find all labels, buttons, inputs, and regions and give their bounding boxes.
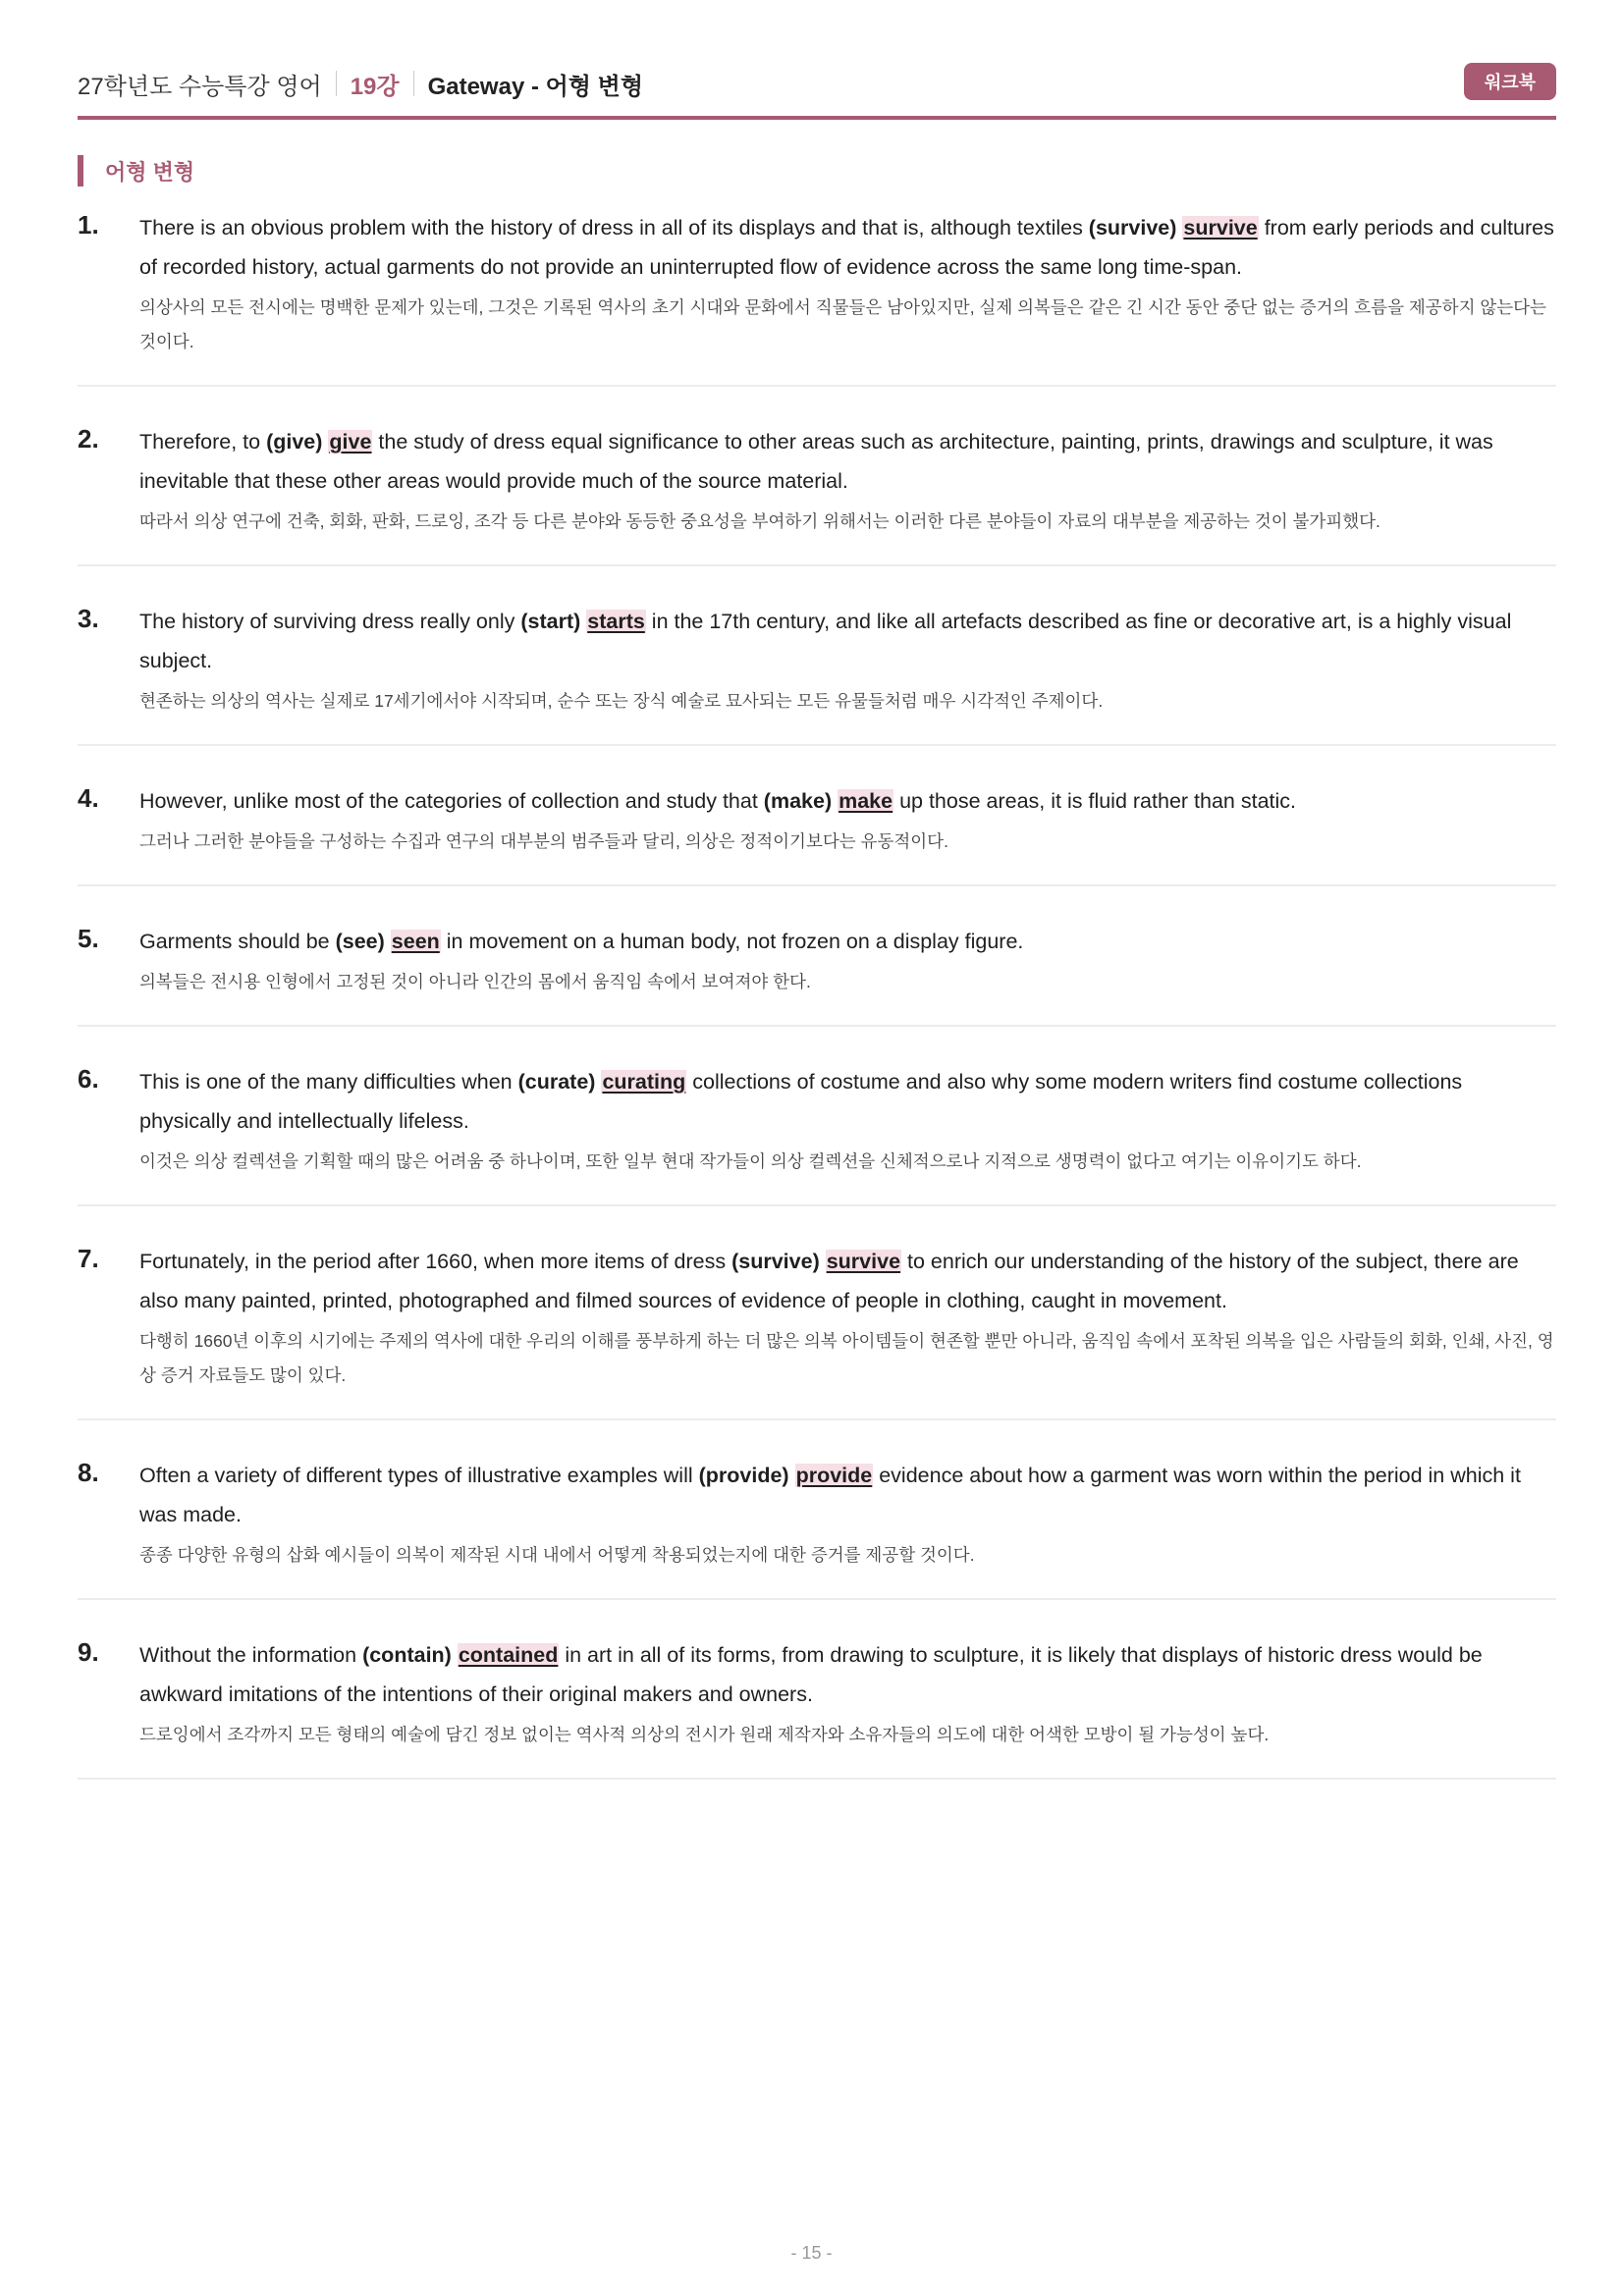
answer-word: give [329,430,372,454]
item-number: 4. [78,783,99,813]
korean-translation: 그러나 그러한 분야들을 구성하는 수집과 연구의 대부분의 범주들과 달리, 의상은 정적이기보다는 유동적이다. [139,831,948,851]
korean-translation: 현존하는 의상의 역사는 실제로 17세기에서야 시작되며, 순수 또는 장식 예술로 묘사되는 모든 유물들처럼 매우 시각적인 주제이다. [139,691,1104,711]
sentence-text-before: However, unlike most of the categories of collection and study that [139,789,764,813]
sentence-text-before: Fortunately, in the period after 1660, when more items of dress [139,1250,732,1273]
korean-translation: 의상사의 모든 전시에는 명백한 문제가 있는데, 그것은 기록된 역사의 초기 시대와 문화에서 직물들은 남아있지만, 실제 의복들은 같은 긴 시간 동안 중단 없는 증거의 흐름을 제공하지 않는다는 것이다. [139,297,1546,351]
exercise-item [78,1056,1556,1206]
korean-translation: 이것은 의상 컬렉션을 기획할 때의 많은 어려움 중 하나이며, 또한 일부 현대 작가들이 의상 컬렉션을 신체적으로나 지적으로 생명력이 없다고 여기는 이유이기도 하다. [139,1151,1362,1171]
item-number: 1. [78,210,99,240]
lesson-number: 19강 [350,73,400,100]
sentence-text-after: evidence about how a garment was worn within the period in which it was made. [139,1464,1521,1526]
sentence-text-before: This is one of the many difficulties when [139,1070,518,1094]
answer-word: curating [602,1070,686,1094]
base-word-hint: (provide) [698,1464,789,1487]
sentence-text-after: in art in all of its forms, from drawing to sculpture, it is likely that displays of historic dress would be awkward imitations of the intentions of their original makers and owners. [139,1643,1483,1706]
base-word-hint: (start) [520,610,581,633]
base-word-hint: (make) [763,789,833,813]
exercise-item [78,1629,1556,1780]
english-sentence [139,1242,1556,1320]
base-word-hint: (see) [335,930,385,953]
exercise-item [78,916,1556,1027]
exercise-list [78,202,1556,1809]
item-number: 2. [78,424,99,454]
english-sentence [139,422,1556,501]
sentence-text-before: Garments should be [139,930,336,953]
sentence-text-after: to enrich our understanding of the history of the subject, there are also many painted, printed, photographed and filmed sources of evidence of people in clothing, caught in movement. [139,1250,1519,1312]
sentence-text-after: the study of dress equal significance to other areas such as architecture, painting, prints, drawings and sculpture, it was inevitable that these other areas would provide much of the source material. [139,430,1493,493]
sentence-text-after: collections of costume and also why some modern writers find costume collections physically and intellectually lifeless. [139,1070,1463,1133]
sentence-text-after: in the 17th century, and like all artefacts described as fine or decorative art, is a highly visual subject. [139,610,1512,672]
exercise-item [78,775,1556,886]
sentence-text-after: up those areas, it is fluid rather than static. [893,789,1297,813]
english-sentence [139,1635,1556,1714]
answer-word: starts [587,610,645,633]
base-word-hint: (survive) [731,1250,820,1273]
lesson-title: Gateway - 어형 변형 [427,73,644,100]
item-number: 6. [78,1064,99,1094]
page-header [78,61,1556,106]
exercise-item [78,1236,1556,1420]
workbook-page [78,0,1556,2296]
base-word-hint: (curate) [517,1070,596,1094]
korean-translation: 따라서 의상 연구에 건축, 회화, 판화, 드로잉, 조각 등 다른 분야와 동등한 중요성을 부여하기 위해서는 이러한 다른 분야들이 자료의 대부분을 제공하는 것이 불가피했다. [139,511,1380,531]
english-sentence [139,208,1556,287]
book-title: 27학년도 수능특강 영어 [78,73,322,100]
english-sentence [139,1062,1556,1141]
item-number: 7. [78,1244,99,1273]
base-word-hint: (survive) [1088,216,1177,240]
korean-translation: 의복들은 전시용 인형에서 고정된 것이 아니라 인간의 몸에서 움직임 속에서 보여져야 한다. [139,972,811,991]
page-number: - 15 - [790,2243,833,2263]
item-number: 3. [78,604,99,633]
sentence-text-before: Without the information [139,1643,363,1667]
exercise-item [78,596,1556,746]
answer-word: survive [826,1250,901,1273]
header-rule [78,116,1556,120]
header-divider [336,71,337,96]
item-number: 8. [78,1458,99,1487]
sentence-text-before: Often a variety of different types of illustrative examples will [139,1464,699,1487]
sentence-text-before: The history of surviving dress really only [139,610,521,633]
sentence-text-before: Therefore, to [139,430,267,454]
item-number: 9. [78,1637,99,1667]
korean-translation: 종종 다양한 유형의 삽화 예시들이 의복이 제작된 시대 내에서 어떻게 착용되었는지에 대한 증거를 제공할 것이다. [139,1545,975,1565]
english-sentence [139,602,1556,680]
exercise-item [78,416,1556,566]
header-divider [413,71,414,96]
base-word-hint: (contain) [362,1643,452,1667]
korean-translation: 다행히 1660년 이후의 시기에는 주제의 역사에 대한 우리의 이해를 풍부하게 하는 더 많은 의복 아이템들이 현존할 뿐만 아니라, 움직임 속에서 포착된 의복을 입은 사람들의 회화, 인쇄, 사진, 영상 증거 자료들도 많이 있다. [139,1331,1554,1385]
sentence-text-before: There is an obvious problem with the history of dress in all of its displays and that is, although textiles [139,216,1089,240]
workbook-badge: 워크북 [1464,63,1556,100]
sentence-text-after: in movement on a human body, not frozen on a display figure. [440,930,1024,953]
answer-word: make [839,789,893,813]
english-sentence [139,781,1556,821]
answer-word: contained [458,1643,559,1667]
korean-translation: 드로잉에서 조각까지 모든 형태의 예술에 담긴 정보 없이는 역사적 의상의 전시가 원래 제작자와 소유자들의 의도에 대한 어색한 모방이 될 가능성이 높다. [139,1725,1270,1744]
english-sentence [139,1456,1556,1534]
exercise-item [78,202,1556,387]
exercise-item [78,1450,1556,1600]
base-word-hint: (give) [266,430,323,454]
answer-word: seen [391,930,440,953]
item-number: 5. [78,924,99,953]
section-title: 어형 변형 [78,155,194,187]
sentence-text-after: from early periods and cultures of recorded history, actual garments do not provide an uninterrupted flow of evidence across the same long time-span. [139,216,1554,279]
answer-word: survive [1183,216,1258,240]
english-sentence [139,922,1556,961]
answer-word: provide [795,1464,873,1487]
